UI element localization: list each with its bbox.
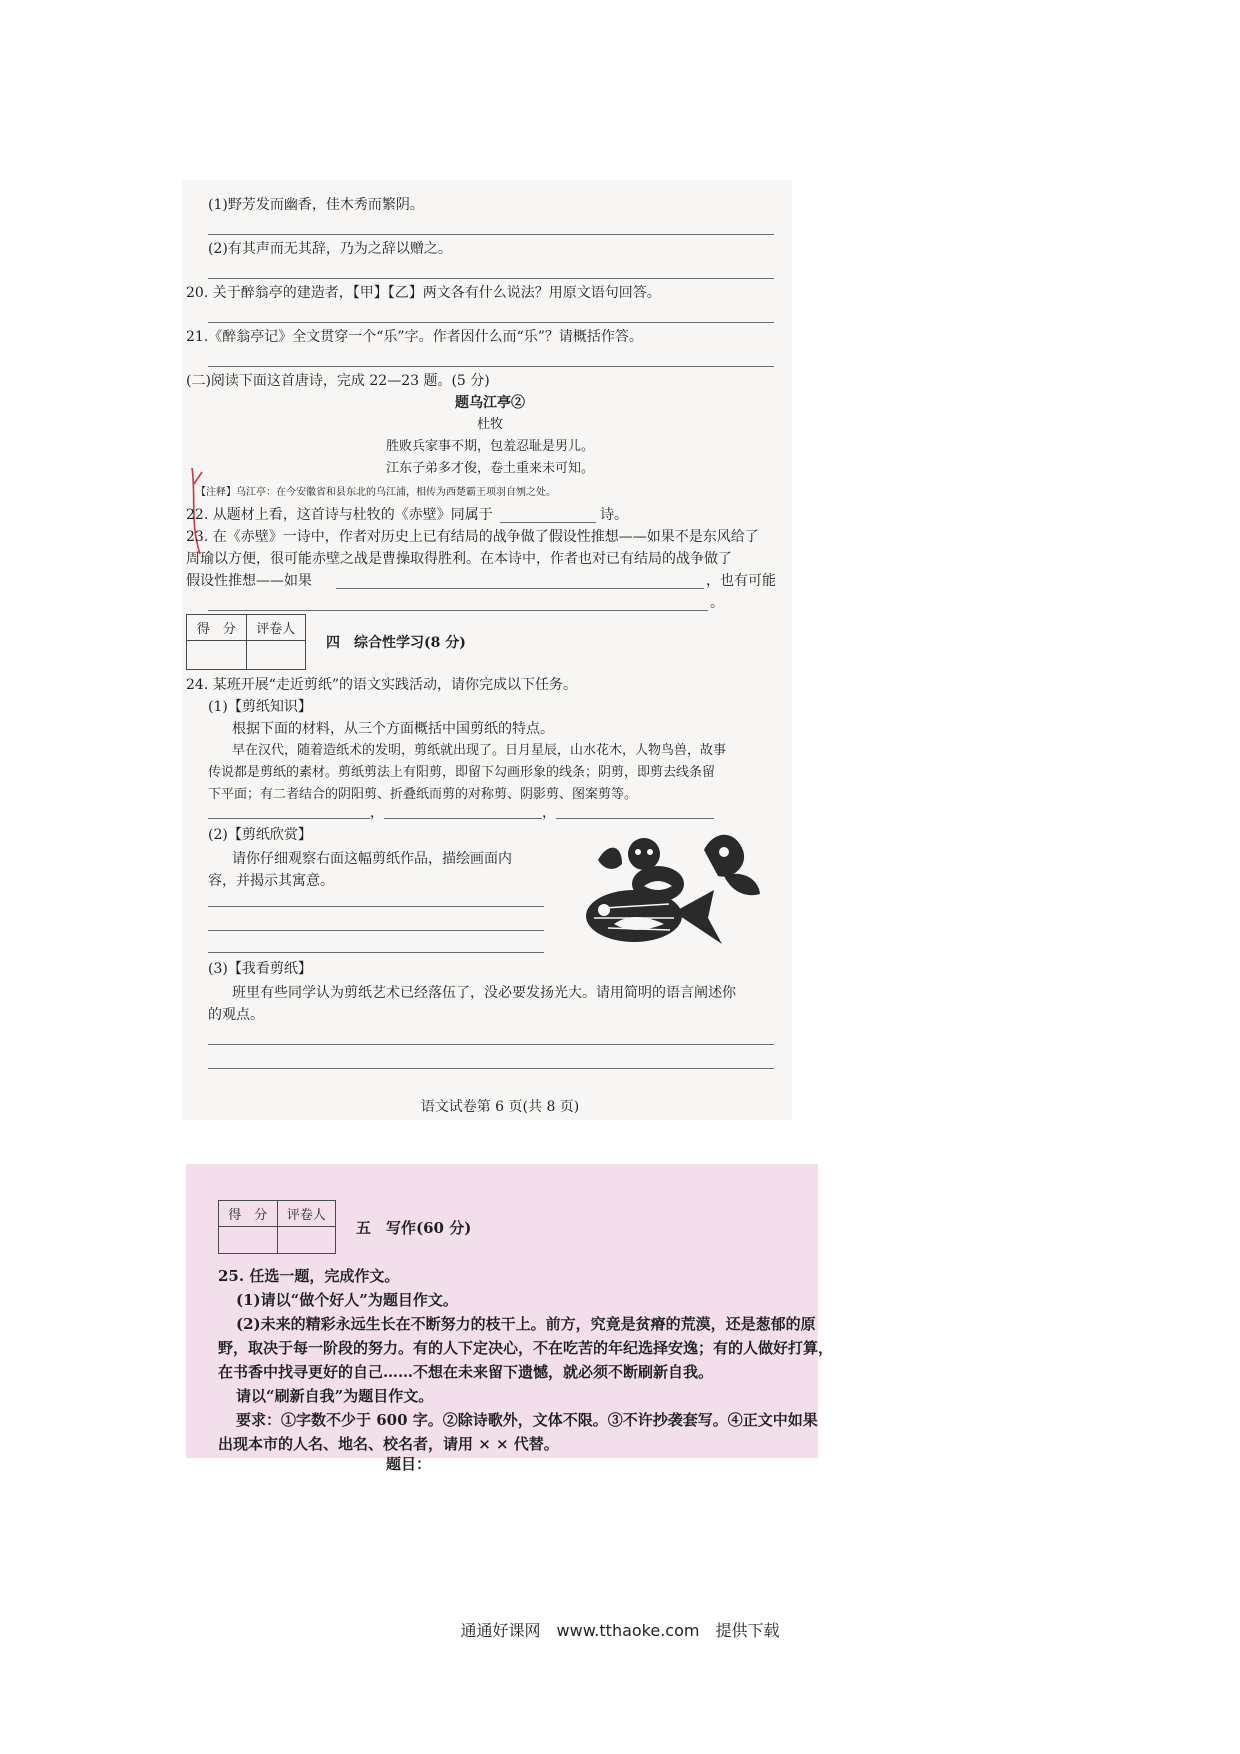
question-22: 22. 从题材上看，这首诗与杜牧的《赤壁》同属于	[186, 507, 493, 523]
question-24: 24. 某班开展“走近剪纸”的语文实践活动，请你完成以下任务。	[186, 677, 578, 693]
poem-title: 题乌江亭②	[455, 395, 525, 411]
grader-label: 评卷人	[246, 615, 306, 641]
grader-label: 评卷人	[277, 1201, 336, 1227]
option-2-line-3: 在书香中找寻更好的自己……不想在未来留下遗憾，就必须不断刷新自我。	[218, 1363, 714, 1381]
q19-sentence-2: (2)有其声而无其辞，乃为之辞以赠之。	[208, 241, 452, 257]
score-label: 得 分	[187, 615, 247, 641]
task-2-line-2: 容，并揭示其寓意。	[208, 873, 334, 889]
task-1-title: (1)【剪纸知识】	[208, 699, 312, 715]
answer-line	[208, 1044, 774, 1045]
score-label: 得 分	[219, 1201, 278, 1227]
answer-blank	[384, 818, 542, 819]
question-23-line-2: 周瑜以方便，很可能赤壁之战是曹操取得胜利。在本诗中，作者也对已有结局的战争做了	[186, 551, 732, 567]
grader-cell	[246, 641, 306, 670]
requirements-line-1: 要求：①字数不少于 600 字。②除诗歌外，文体不限。③不许抄袭套写。④正文中如果	[236, 1411, 818, 1429]
question-23-line-1: 23. 在《赤壁》一诗中，作者对历史上已有结局的战争做了假设性推想——如果不是东风给了	[186, 529, 759, 545]
answer-line	[208, 366, 774, 367]
section-5-title: 五 写作(60 分)	[356, 1219, 472, 1237]
question-23-end: 。	[710, 595, 724, 611]
q19-sentence-1: (1)野芳发而幽香，佳木秀而繁阴。	[208, 197, 424, 213]
question-21: 21.《醉翁亭记》全文贯穿一个“乐”字。作者因什么而“乐”？请概括作答。	[186, 329, 643, 345]
exam-writing-section-scan	[186, 1164, 834, 1473]
essay-title-label: 题目：	[386, 1455, 432, 1473]
comma: ，	[542, 805, 556, 821]
task-1-material-line-3: 下平面；有二者结合的阴阳剪、折叠纸而剪的对称剪、阴影剪、图案剪等。	[208, 787, 638, 802]
answer-blank	[208, 818, 370, 819]
poem-author: 杜牧	[476, 417, 503, 432]
poem-line-2: 江东子弟多才俊，卷土重来未可知。	[385, 461, 594, 476]
task-2-line-1: 请你仔细观察右面这幅剪纸作品，描绘画面内	[232, 851, 512, 867]
question-23-line-3: 假设性推想——如果	[186, 573, 312, 589]
option-2-line-4: 请以“刷新自我”为题目作文。	[236, 1387, 434, 1405]
grader-cell	[277, 1227, 336, 1254]
task-1-material-line-2: 传说都是剪纸的素材。剪纸剪法上有阳剪，即留下勾画形象的线条；阴剪，即剪去线条留	[208, 765, 716, 780]
option-2-line-2: 野，取决于每一阶段的努力。有的人下定决心，不在吃苦的年纪选择安逸；有的人做好打算，	[218, 1339, 834, 1357]
answer-line	[208, 930, 544, 931]
answer-line	[208, 1068, 774, 1069]
answer-blank	[208, 610, 708, 611]
score-cell	[187, 641, 247, 670]
answer-blank	[336, 588, 704, 589]
answer-line	[208, 278, 774, 279]
answer-line	[208, 234, 774, 235]
answer-blank	[556, 818, 714, 819]
task-1-prompt: 根据下面的材料，从三个方面概括中国剪纸的特点。	[232, 721, 554, 737]
task-1-material-line-1: 早在汉代，随着造纸术的发明，剪纸就出现了。日月星辰，山水花木，人物鸟兽，故事	[232, 743, 727, 758]
poem-line-1: 胜败兵家事不期，包羞忍耻是男儿。	[385, 439, 594, 454]
answer-line	[208, 906, 544, 907]
question-23-line-3-suffix: ，也有可能	[706, 573, 776, 589]
comma: ，	[370, 805, 384, 821]
question-22-suffix: 诗。	[600, 507, 628, 523]
page-footer: 语文试卷第 6 页(共 8 页)	[420, 1099, 580, 1115]
section-2-intro: (二)阅读下面这首唐诗，完成 22—23 题。(5 分)	[186, 373, 490, 389]
question-20: 20. 关于醉翁亭的建造者，【甲】【乙】两文各有什么说法？用原文语句回答。	[186, 285, 661, 301]
score-box	[218, 1200, 336, 1254]
task-3-line-2: 的观点。	[208, 1007, 264, 1023]
score-box	[186, 614, 306, 670]
task-2-title: (2)【剪纸欣赏】	[208, 827, 312, 843]
download-footer: 通通好课网 www.tthaoke.com 提供下载	[460, 1621, 780, 1640]
option-2-line-1: (2)未来的精彩永远生长在不断努力的枝干上。前方，究竟是贫瘠的荒漠，还是葱郁的原	[236, 1315, 816, 1333]
option-1: (1)请以“做个好人”为题目作文。	[236, 1291, 458, 1309]
task-3-title: (3)【我看剪纸】	[208, 961, 312, 977]
answer-line	[208, 322, 774, 323]
paper-cut-child-fish-image	[574, 820, 774, 954]
answer-blank	[500, 522, 596, 523]
score-cell	[219, 1227, 278, 1254]
answer-line	[208, 952, 544, 953]
poem-note: 【注释】乌江亭：在今安徽省和县东北的乌江浦，相传为西楚霸王项羽自刎之处。	[196, 487, 556, 498]
section-4-title: 四 综合性学习(8 分)	[326, 635, 466, 651]
question-25: 25. 任选一题，完成作文。	[218, 1267, 400, 1285]
task-3-line-1: 班里有些同学认为剪纸艺术已经落伍了，没必要发扬光大。请用简明的语言阐述你	[232, 985, 736, 1001]
requirements-line-2: 出现本市的人名、地名、校名者，请用 × × 代替。	[218, 1435, 559, 1453]
